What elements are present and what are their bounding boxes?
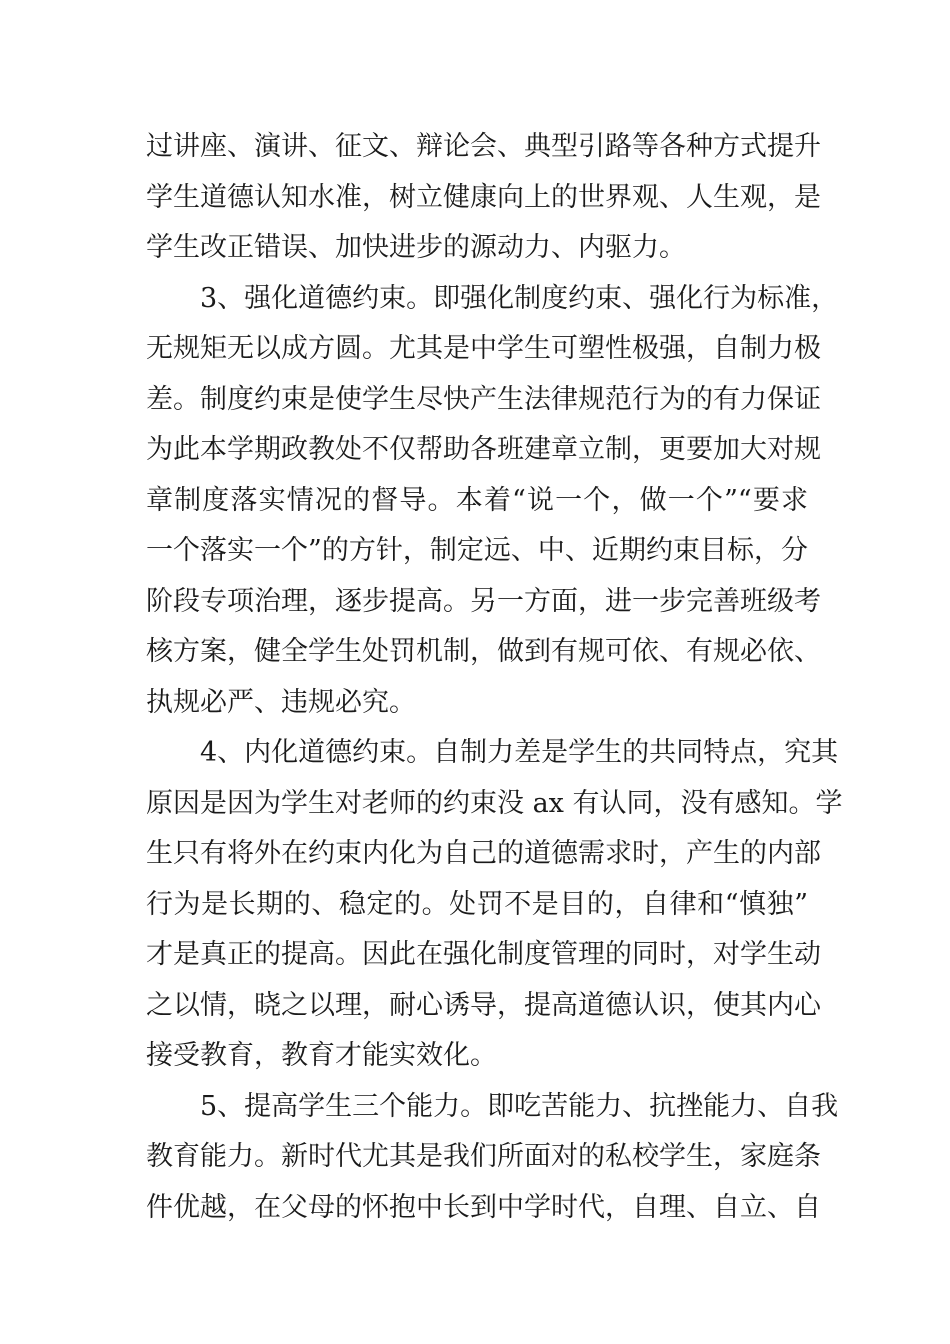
- paragraph-start-line: 3、强化道德约束。即强化制度约束、强化行为标准，: [200, 282, 839, 314]
- text-line: 生只有将外在约束内化为自己的道德需求时，产生的内部: [146, 838, 821, 869]
- text-line: 一个落实一个”的方针，制定远、中、近期约束目标，分: [146, 535, 808, 566]
- body-text: [146, 122, 843, 1233]
- text-line: 过讲座、演讲、征文、辩论会、典型引路等各种方式提升: [146, 131, 821, 162]
- text-line: 接受教育，教育才能实效化。: [146, 1040, 497, 1071]
- text-line: 学生道德认知水准，树立健康向上的世界观、人生观，是: [146, 181, 821, 213]
- text-line: 为此本学期政教处不仅帮助各班建章立制，更要加大对规: [146, 434, 821, 465]
- text-line: 教育能力。新时代尤其是我们所面对的私校学生，家庭条: [146, 1141, 821, 1172]
- text-line: 无规矩无以成方圆。尤其是中学生可塑性极强，自制力极: [146, 333, 821, 364]
- text-line: 才是真正的提高。因此在强化制度管理的同时，对学生动: [146, 939, 821, 970]
- text-line: 阶段专项治理，逐步提高。另一方面，进一步完善班级考: [146, 585, 821, 617]
- text-line: 件优越，在父母的怀抱中长到中学时代，自理、自立、自: [146, 1191, 821, 1223]
- paragraph-start-line: 4、内化道德约束。自制力差是学生的共同特点，究其: [200, 737, 839, 768]
- paragraph-start-line: 5、提高学生三个能力。即吃苦能力、抗挫能力、自我: [200, 1090, 839, 1122]
- text-line: 学生改正错误、加快进步的源动力、内驱力。: [146, 232, 686, 263]
- text-line: 行为是长期的、稳定的。处罚不是目的，自律和“慎独”: [146, 888, 808, 920]
- text-line: 执规必严、违规必究。: [146, 686, 416, 718]
- text-line: 核方案，健全学生处罚机制，做到有规可依、有规必依、: [146, 636, 821, 667]
- text-line: 章制度落实情况的督导。本着“说一个，做一个”“要求: [146, 484, 808, 516]
- text-line: 之以情，晓之以理，耐心诱导，提高道德认识，使其内心: [146, 989, 821, 1021]
- text-line: 原因是因为学生对老师的约束没 ax 有认同，没有感知。学: [146, 787, 843, 819]
- text-line: 差。制度约束是使学生尽快产生法律规范行为的有力保证: [146, 383, 821, 415]
